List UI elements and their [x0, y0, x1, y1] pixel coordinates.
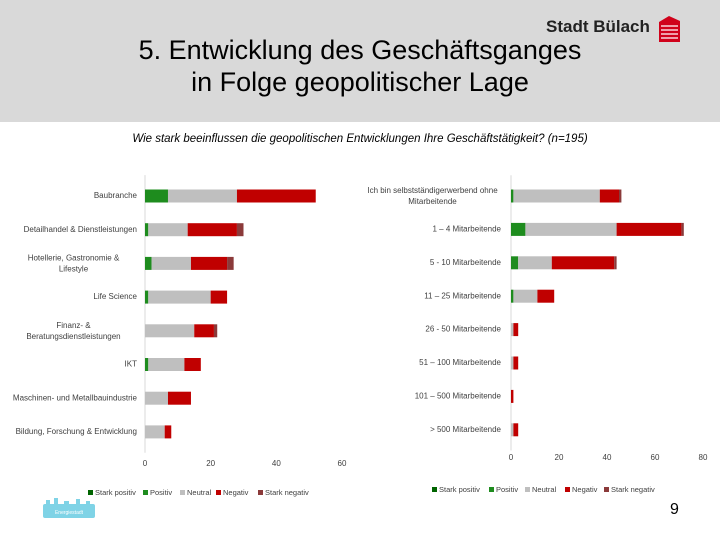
chart2-category-label: 101 – 500 Mitarbeitende — [414, 391, 501, 401]
chart2-category-label: 26 - 50 Mitarbeitende — [425, 324, 501, 334]
chart2-bar-segment — [600, 190, 619, 203]
chart2-legend-label: Stark negativ — [611, 485, 655, 494]
chart1-legend-label: Positiv — [150, 488, 173, 497]
chart2-category-label: 11 – 25 Mitarbeitende — [424, 291, 501, 301]
chart2-x-tick-label: 80 — [698, 453, 708, 462]
chart2-legend-swatch — [489, 487, 494, 492]
chart2-category-label: > 500 Mitarbeitende — [430, 424, 501, 434]
chart2-bar-segment — [681, 223, 683, 236]
chart1-bar-segment — [165, 425, 172, 438]
chart1-bar-segment — [227, 257, 234, 270]
chart2-legend-swatch — [565, 487, 570, 492]
chart2-x-tick-label: 60 — [650, 453, 660, 462]
chart2-bar-segment — [511, 323, 513, 336]
chart2-legend-label: Neutral — [532, 485, 557, 494]
chart2-legend-swatch — [525, 487, 530, 492]
city-logo-text: Stadt Bülach — [546, 17, 650, 36]
energiestadt-logo — [42, 496, 98, 526]
chart1-bar-segment — [211, 291, 227, 304]
chart2-bar-segment — [619, 190, 621, 203]
chart2-legend-label: Positiv — [496, 485, 519, 494]
chart1-bar-segment — [237, 223, 244, 236]
chart2-bar-segment — [513, 357, 518, 370]
chart1-bar-segment — [145, 392, 168, 405]
chart1-bar-segment — [168, 392, 191, 405]
chart1-legend-label: Neutral — [187, 488, 212, 497]
chart1-bar-segment — [148, 358, 184, 371]
chart1-bar-segment — [145, 190, 168, 203]
charts-area — [0, 150, 720, 510]
chart1-category-label: Baubranche — [93, 191, 137, 201]
chart1-category-label: IKT — [124, 359, 137, 369]
title-line-2: in Folge geopolitischer Lage — [191, 67, 529, 97]
chart1-category-label: Detailhandel & Dienstleistungen — [23, 224, 137, 234]
chart1-legend-swatch — [258, 490, 263, 495]
chart1-bar-segment — [145, 324, 194, 337]
chart2-bar-segment — [525, 223, 616, 236]
chart1-x-tick-label: 20 — [206, 459, 216, 468]
chart1-legend-swatch — [180, 490, 185, 495]
chart2-bar-segment — [518, 256, 552, 269]
chart2-bar-segment — [511, 223, 525, 236]
chart1-legend-swatch — [143, 490, 148, 495]
page-title — [0, 34, 720, 98]
chart2-bar-segment — [511, 357, 513, 370]
chart1-legend-label: Stark negativ — [265, 488, 309, 497]
chart2-bar-segment — [511, 290, 513, 303]
chart1-bar-segment — [214, 324, 217, 337]
chart1-bar-segment — [191, 257, 227, 270]
chart2-bar-segment — [513, 190, 599, 203]
chart2-x-tick-label: 20 — [554, 453, 564, 462]
chart1-x-tick-label: 60 — [337, 459, 347, 468]
chart-question: Wie stark beeinflussen die geopolitischen Entwicklungen Ihre Geschäftstätigkeit? (n=195) — [132, 133, 588, 145]
chart1-bar-segment — [145, 425, 165, 438]
chart1-bar-segment — [184, 358, 200, 371]
chart2-category-label: 1 – 4 Mitarbeitende — [432, 224, 501, 234]
chart1-bar-segment — [145, 291, 148, 304]
chart1-bar-segment — [145, 223, 148, 236]
chart1-bar-segment — [148, 223, 187, 236]
chart2-category-label: Ich bin selbstständigerwerbend ohne Mitarbeitende — [367, 186, 498, 207]
chart2-x-tick-label: 40 — [602, 453, 612, 462]
chart2-category-label: 5 - 10 Mitarbeitende — [429, 257, 501, 267]
chart2-bar-segment — [511, 390, 513, 403]
chart1-bar-segment — [194, 324, 214, 337]
chart1-category-label: Finanz- & Beratungsdienstleistungen — [26, 320, 121, 341]
chart1-bar-segment — [168, 190, 237, 203]
chart2-bar-segment — [614, 256, 616, 269]
chart2-bar-segment — [513, 423, 518, 436]
chart2-x-tick-label: 0 — [508, 453, 514, 462]
page-number: 9 — [670, 501, 679, 518]
chart1-legend-label: Stark positiv — [95, 488, 136, 497]
city-logo-icon — [656, 14, 682, 44]
energiestadt-logo-text: Energiestadt — [54, 510, 84, 516]
chart1-x-tick-label: 40 — [271, 459, 281, 468]
chart2-legend-label: Stark positiv — [439, 485, 480, 494]
chart2-bar-segment — [511, 256, 518, 269]
chart1-category-label: Life Science — [93, 292, 137, 302]
chart1-category-label: Maschinen- und Metallbauindustrie — [12, 393, 137, 403]
chart1-bar-segment — [188, 223, 237, 236]
chart2-bar-segment — [513, 290, 537, 303]
chart2-bar-segment — [513, 323, 518, 336]
chart1-x-tick-label: 0 — [142, 459, 148, 468]
chart2-legend-swatch — [432, 487, 437, 492]
title-line-1: 5. Entwicklung des Geschäftsganges — [138, 35, 582, 65]
chart1-category-label: Bildung, Forschung & Entwicklung — [15, 427, 137, 437]
chart2-legend-label: Negativ — [572, 485, 598, 494]
chart2-legend-swatch — [604, 487, 609, 492]
chart2-bar-segment — [511, 423, 513, 436]
chart2-category-label: 51 – 100 Mitarbeitende — [419, 358, 501, 368]
chart1-legend-swatch — [88, 490, 93, 495]
chart1-bar-segment — [145, 257, 152, 270]
chart2-bar-segment — [511, 190, 513, 203]
chart1-legend-swatch — [216, 490, 221, 495]
chart1-bar-segment — [145, 358, 148, 371]
chart2-bar-segment — [552, 256, 614, 269]
chart2-bar-segment — [537, 290, 554, 303]
chart1-bar-segment — [152, 257, 191, 270]
chart2-bar-segment — [617, 223, 682, 236]
chart1-bar-segment — [148, 291, 210, 304]
chart1-bar-segment — [237, 190, 316, 203]
chart1-legend-label: Negativ — [223, 488, 249, 497]
chart1-category-label: Hotellerie, Gastronomie & Lifestyle — [27, 253, 120, 274]
